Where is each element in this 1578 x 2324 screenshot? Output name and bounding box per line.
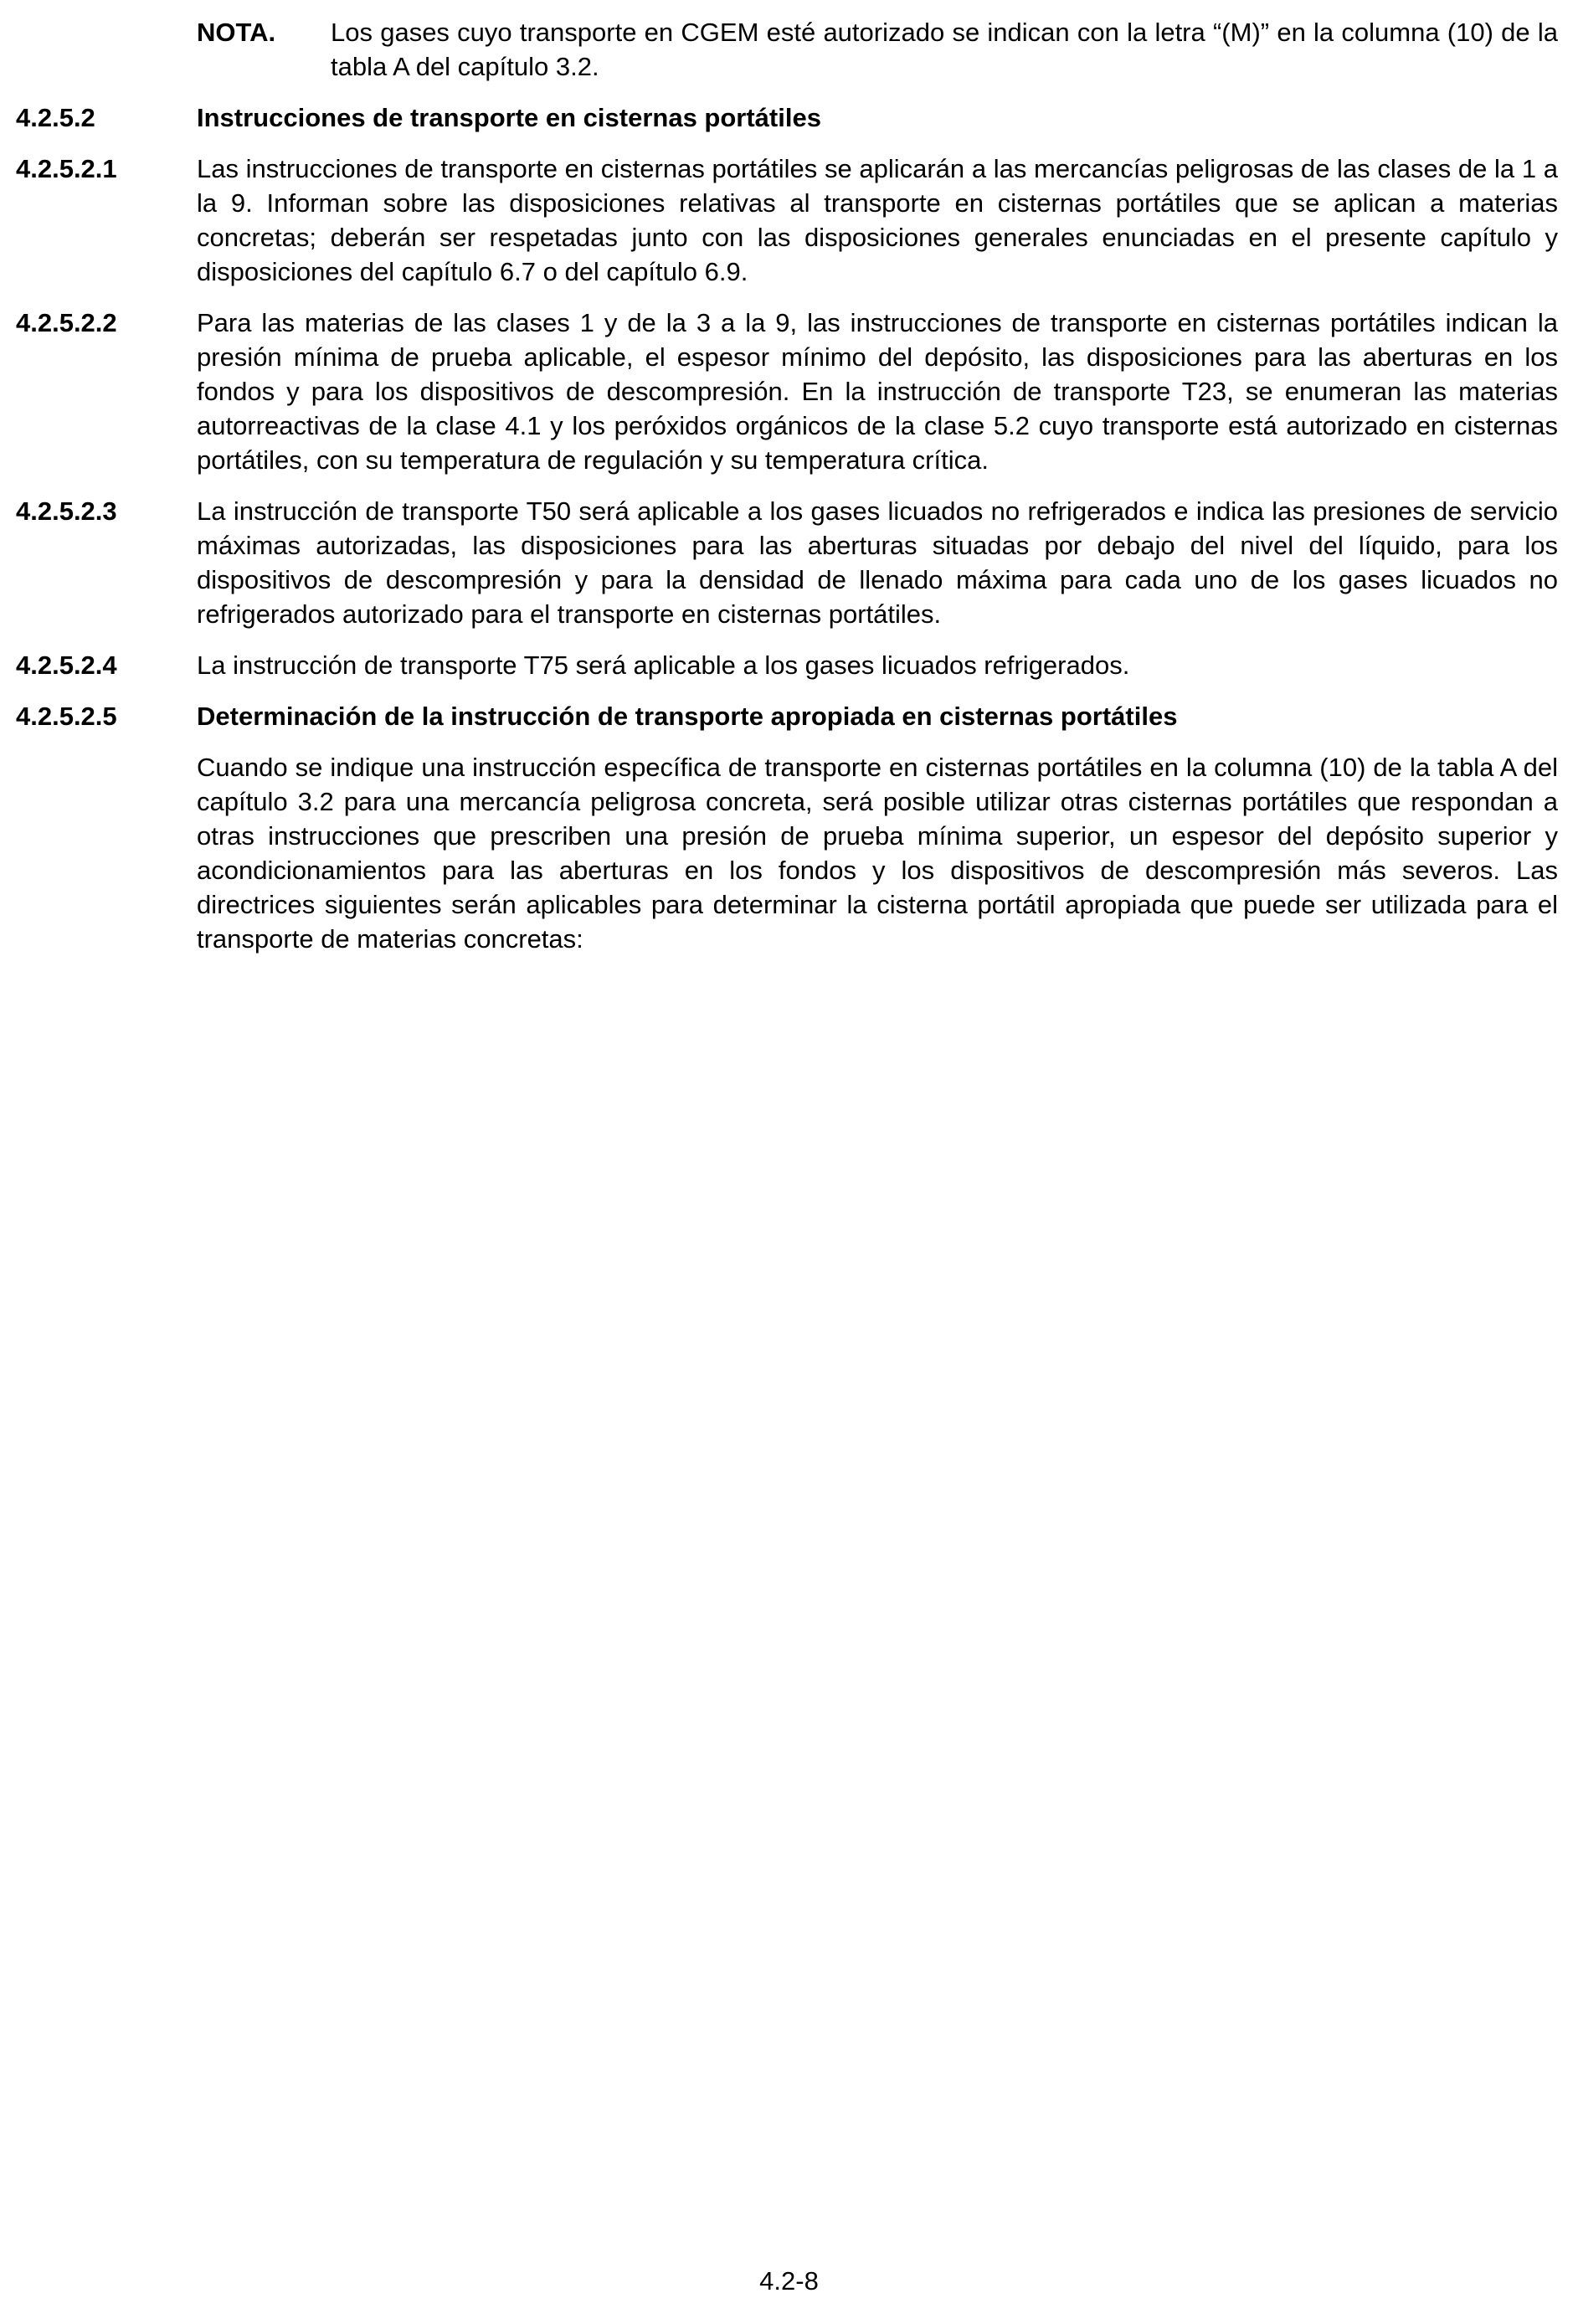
note-block	[197, 15, 1558, 84]
section-4-2-5-2-3	[16, 494, 1558, 631]
section-number: 4.2.5.2	[16, 103, 95, 132]
section-paragraph: Las instrucciones de transporte en cisternas portátiles se aplicarán a las mercancías peligrosas de las clases de la 1 a la 9. Informan sobre las disposiciones relativas al transporte en cisternas portátiles que se aplican a materias concretas; deberán ser respetadas junto con las disposiciones generales enunciadas en el presente capítulo y disposiciones del capítulo 6.7 o del capítulo 6.9.	[197, 154, 1558, 286]
note-text: Los gases cuyo transporte en CGEM esté autorizado se indican con la letra “(M)” en la columna (10) de la tabla A del capítulo 3.2.	[331, 18, 1558, 81]
page-number: 4.2-8	[759, 2266, 819, 2296]
section-paragraph: Para las materias de las clases 1 y de la 3 a la 9, las instrucciones de transporte en cisternas portátiles indican la presión mínima de prueba aplicable, el espesor mínimo del depósito, las disposiciones para las aberturas en los fondos y para los dispositivos de descompresión. En la instrucción de transporte T23, se enumeran las materias autorreactivas de la clase 4.1 y los peróxidos orgánicos de la clase 5.2 cuyo transporte está autorizado en cisternas portátiles, con su temperatura de regulación y su temperatura crítica.	[197, 308, 1558, 475]
section-4-2-5-2	[16, 100, 1558, 135]
section-4-2-5-2-4	[16, 648, 1558, 682]
section-4-2-5-2-5	[16, 699, 1558, 733]
section-heading: Instrucciones de transporte en cisternas portátiles	[197, 103, 821, 132]
section-4-2-5-2-1	[16, 152, 1558, 289]
page-content	[16, 15, 1558, 973]
section-number: 4.2.5.2.3	[16, 496, 117, 526]
section-paragraph: La instrucción de transporte T50 será aplicable a los gases licuados no refrigerados e indica las presiones de servicio máximas autorizadas, las disposiciones para las aberturas situadas por debajo del nivel del líquido, para los dispositivos de descompresión y para la densidad de llenado máxima para cada uno de los gases licuados no refrigerados autorizado para el transporte en cisternas portátiles.	[197, 496, 1558, 629]
section-heading: Determinación de la instrucción de transporte apropiada en cisternas portátiles	[197, 702, 1178, 731]
section-paragraph: La instrucción de transporte T75 será aplicable a los gases licuados refrigerados.	[197, 650, 1130, 680]
section-number: 4.2.5.2.4	[16, 650, 117, 680]
section-4-2-5-2-2	[16, 306, 1558, 477]
note-label: NOTA.	[197, 18, 276, 47]
section-paragraph: Cuando se indique una instrucción específica de transporte en cisternas portátiles en la columna (10) de la tabla A del capítulo 3.2 para una mercancía peligrosa concreta, será posible utilizar otras cisternas portátiles que respondan a otras instrucciones que prescriben una presión de prueba mínima superior, un espesor del depósito superior y acondicionamientos para las aberturas en los fondos y los dispositivos de descompresión más severos. Las directrices siguientes serán aplicables para determinar la cisterna portátil apropiada que puede ser utilizada para el transporte de materias concretas:	[197, 753, 1558, 954]
section-number: 4.2.5.2.1	[16, 154, 117, 183]
section-number: 4.2.5.2.2	[16, 308, 117, 337]
section-number: 4.2.5.2.5	[16, 702, 117, 731]
